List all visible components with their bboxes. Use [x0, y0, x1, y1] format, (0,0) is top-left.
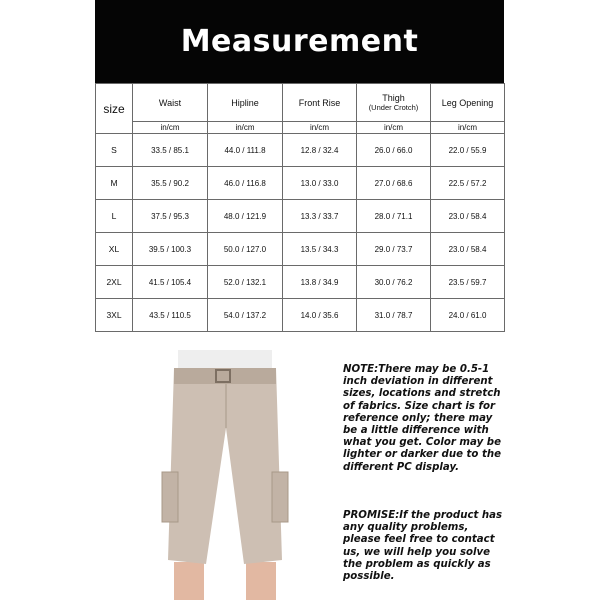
- measurement-cell: 44.0 / 111.8: [208, 134, 283, 167]
- table-row: [96, 266, 505, 299]
- measurement-cell: 41.5 / 105.4: [133, 266, 208, 299]
- measurement-cell: 13.5 / 34.3: [283, 233, 357, 266]
- measurement-cell: 50.0 / 127.0: [208, 233, 283, 266]
- size-note: NOTE:There may be 0.5-1 inch deviation in different sizes, locations and stretch of fabrics. Size chart is for reference only; there may be a little difference with what you get. Color may be lighter or darker due to the different PC display.: [343, 364, 501, 473]
- measurement-cell: 23.0 / 58.4: [431, 200, 505, 233]
- measurement-cell: 31.0 / 78.7: [357, 299, 431, 332]
- shirt-hem: [178, 350, 272, 368]
- measurement-cell: 29.0 / 73.7: [357, 233, 431, 266]
- measurement-cell: 12.8 / 32.4: [283, 134, 357, 167]
- promise-note: PROMISE:If the product has any quality problems, please feel free to contact us, we will help you solve the problem as quickly as possible.: [343, 510, 503, 583]
- thigh-sublabel: (Under Crotch): [368, 103, 419, 112]
- page-title: Measurement: [180, 24, 419, 59]
- measurement-cell: 28.0 / 71.1: [357, 200, 431, 233]
- table-row: [96, 200, 505, 233]
- table-row: [96, 134, 505, 167]
- measurement-cell: 22.5 / 57.2: [431, 167, 505, 200]
- measurement-cell: 48.0 / 121.9: [208, 200, 283, 233]
- measurement-cell: 23.0 / 58.4: [431, 233, 505, 266]
- measurement-cell: 46.0 / 116.8: [208, 167, 283, 200]
- column-header-hipline: Hipline: [208, 84, 283, 122]
- measurement-cell: 14.0 / 35.6: [283, 299, 357, 332]
- unit-label: in/cm: [431, 122, 505, 134]
- measurement-cell: 52.0 / 132.1: [208, 266, 283, 299]
- unit-label: in/cm: [283, 122, 357, 134]
- measurement-cell: 37.5 / 95.3: [133, 200, 208, 233]
- unit-label: in/cm: [357, 122, 431, 134]
- size-cell: L: [96, 200, 133, 233]
- measurement-cell: 13.3 / 33.7: [283, 200, 357, 233]
- measurement-cell: 27.0 / 68.6: [357, 167, 431, 200]
- measurement-cell: 30.0 / 76.2: [357, 266, 431, 299]
- unit-label: in/cm: [208, 122, 283, 134]
- measurement-cell: 54.0 / 137.2: [208, 299, 283, 332]
- cargo-shorts-photo: [160, 350, 290, 600]
- size-column-header: size: [96, 84, 133, 134]
- measurement-cell: 23.5 / 59.7: [431, 266, 505, 299]
- size-cell: XL: [96, 233, 133, 266]
- column-header-thigh: [357, 84, 431, 122]
- column-header-leg-opening: Leg Opening: [431, 84, 505, 122]
- measurement-cell: 33.5 / 85.1: [133, 134, 208, 167]
- size-cell: 2XL: [96, 266, 133, 299]
- size-chart-table: [95, 83, 505, 332]
- table-body: [96, 134, 505, 332]
- measurement-cell: 26.0 / 66.0: [357, 134, 431, 167]
- measurement-cell: 13.8 / 34.9: [283, 266, 357, 299]
- title-banner: [95, 0, 504, 83]
- table-row: [96, 299, 505, 332]
- thigh-label: Thigh: [382, 93, 405, 103]
- right-leg: [246, 562, 276, 600]
- measurement-cell: 13.0 / 33.0: [283, 167, 357, 200]
- measurement-cell: 24.0 / 61.0: [431, 299, 505, 332]
- size-cell: M: [96, 167, 133, 200]
- column-header-waist: Waist: [133, 84, 208, 122]
- left-leg: [174, 562, 204, 600]
- size-cell: S: [96, 134, 133, 167]
- measurement-cell: 39.5 / 100.3: [133, 233, 208, 266]
- measurement-cell: 35.5 / 90.2: [133, 167, 208, 200]
- shorts-body: [168, 368, 282, 564]
- size-cell: 3XL: [96, 299, 133, 332]
- left-cargo-pocket: [162, 472, 178, 522]
- right-cargo-pocket: [272, 472, 288, 522]
- measurement-cell: 22.0 / 55.9: [431, 134, 505, 167]
- table-header-row: [96, 84, 505, 122]
- table-row: [96, 167, 505, 200]
- column-header-front-rise: Front Rise: [283, 84, 357, 122]
- measurement-cell: 43.5 / 110.5: [133, 299, 208, 332]
- unit-label: in/cm: [133, 122, 208, 134]
- unit-row: [96, 122, 505, 134]
- table-row: [96, 233, 505, 266]
